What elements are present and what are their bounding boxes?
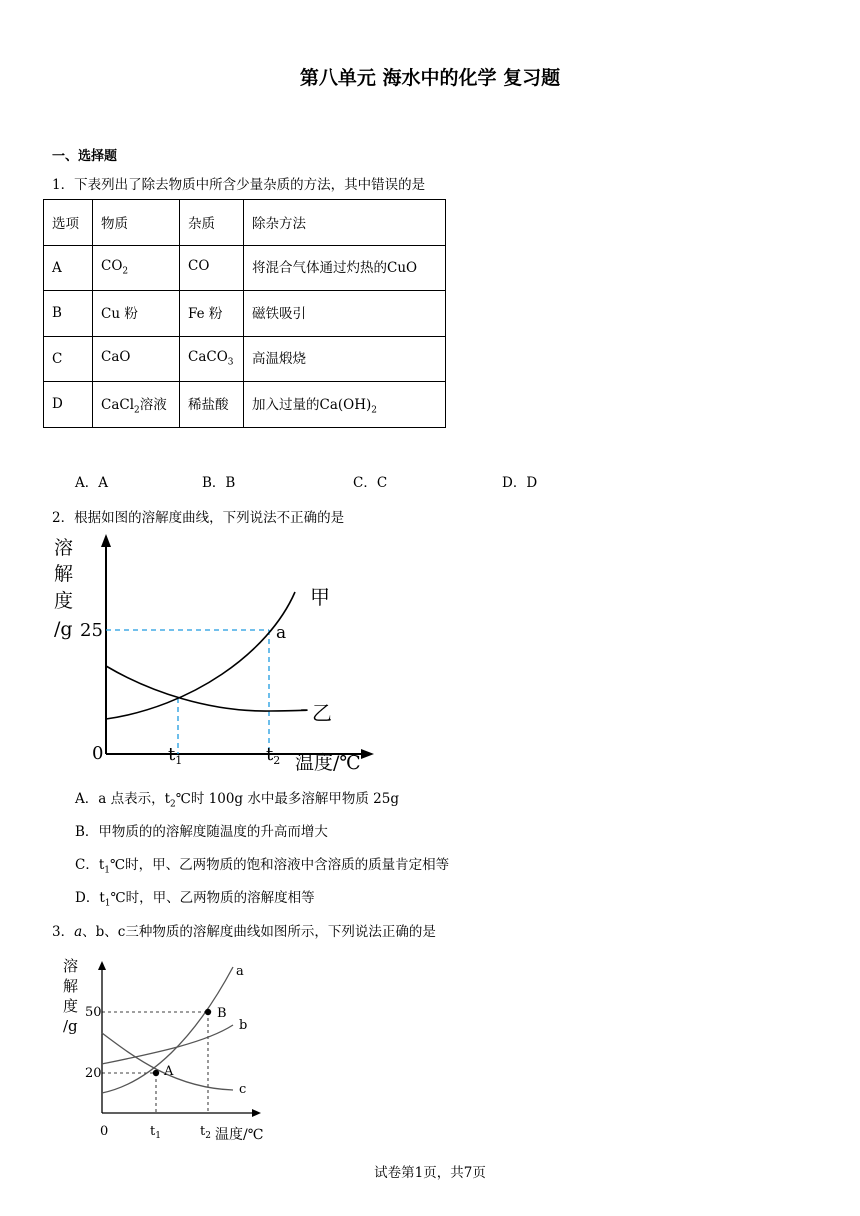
substance-cell: CaCl$_2$溶液 (93, 382, 180, 428)
q2-x-axis-label: 温度/℃ (295, 752, 361, 774)
ylabel-char: 解 (54, 563, 74, 585)
ylabel-char: 解 (63, 977, 79, 995)
header-cell: 物质 (93, 200, 180, 246)
ylabel-char: /g (63, 1017, 78, 1035)
q2-y-arrow (101, 534, 111, 547)
table-row (44, 245, 446, 291)
impurity-cell: Fe 粉 (180, 291, 244, 337)
q3-point-b-marker (205, 1009, 211, 1015)
q2-label-yi: 乙 (312, 701, 332, 725)
q3-origin: 0 (100, 1124, 109, 1139)
q3-y-axis-label (63, 957, 78, 1035)
q3-point-a: A (164, 1064, 174, 1079)
table-row (44, 382, 446, 428)
substance-cell: CaO (93, 336, 180, 382)
option-cell: A (44, 245, 93, 291)
q2-curve-jia (106, 592, 295, 719)
header-cell: 除杂方法 (244, 200, 446, 246)
q1-choice-b[interactable]: B．B (202, 475, 236, 491)
q2-option-b[interactable]: B．甲物质的的溶解度随温度的升高而增大 (75, 824, 328, 840)
q3-y-tick-20: 20 (85, 1066, 102, 1081)
ylabel-char: 度 (63, 997, 79, 1015)
method-cell: 高温煅烧 (244, 336, 446, 382)
q2-t1: $t_1$ (168, 744, 183, 767)
header-cell: 杂质 (180, 200, 244, 246)
q2-stem: 2．根据如图的溶解度曲线，下列说法不正确的是 (52, 510, 345, 526)
q2-label-jia: 甲 (310, 585, 330, 609)
q3-curve-b (102, 1025, 233, 1064)
q3-curve-c (102, 1033, 233, 1090)
q1-table (43, 199, 446, 428)
impurity-cell: 稀盐酸 (180, 382, 244, 428)
q2-option-c[interactable]: C．$t_1℃$时，甲、乙两物质的饱和溶液中含溶质的质量肯定相等 (75, 857, 450, 876)
q3-solubility-graph (55, 953, 280, 1145)
table-row (44, 291, 446, 337)
q2-option-a[interactable]: A．a 点表示，$t_2℃$时 100g 水中最多溶解甲物质 25g (75, 791, 399, 810)
q3-t1: $t_1$ (150, 1124, 161, 1141)
page-title: 第八单元 海水中的化学 复习题 (299, 67, 561, 89)
ylabel-char: 溶 (54, 537, 74, 559)
q2-x-arrow (361, 749, 374, 759)
header-cell: 选项 (44, 200, 93, 246)
option-cell: B (44, 291, 93, 337)
q2-origin: 0 (92, 743, 104, 764)
table-row (44, 336, 446, 382)
q2-point-a: a (276, 623, 287, 643)
substance-cell: Cu 粉 (93, 291, 180, 337)
q3-x-axis-label: 温度/℃ (215, 1127, 264, 1143)
q2-solubility-graph (40, 532, 380, 777)
option-cell: C (44, 336, 93, 382)
ylabel-char: /g (54, 618, 73, 640)
method-cell: 加入过量的$Ca(OH)_2$ (244, 382, 446, 428)
q3-t2: $t_2$ (200, 1124, 211, 1141)
page-footer: 试卷第1页，共7页 (374, 1165, 486, 1181)
q3-curve-b-label: b (239, 1018, 248, 1033)
q3-curve-c-label: c (239, 1082, 247, 1097)
substance-cell: $CO_2$ (93, 245, 180, 291)
q3-x-arrow (252, 1109, 261, 1117)
q1-choice-c[interactable]: C．C (353, 475, 388, 491)
q3-stem: 3．a、b、c三种物质的溶解度曲线如图所示，下列说法正确的是 (52, 924, 436, 940)
method-cell: 将混合气体通过灼热的CuO (244, 245, 446, 291)
q1-choice-a[interactable]: A．A (75, 475, 108, 491)
impurity-cell: CaCO$_3$ (180, 336, 244, 382)
q3-y-arrow (98, 961, 106, 970)
ylabel-char: 度 (54, 590, 74, 612)
table-header-row (44, 200, 446, 246)
q3-y-tick-50: 50 (85, 1005, 102, 1020)
q1-choice-d[interactable]: D．D (502, 475, 538, 491)
q1-stem: 1．下表列出了除去物质中所含少量杂质的方法，其中错误的是 (52, 177, 426, 193)
section-heading: 一、选择题 (52, 149, 118, 164)
q3-curve-a-label: a (236, 964, 244, 979)
q2-y-tick-25: 25 (80, 620, 103, 641)
q2-y-axis-label (54, 537, 73, 640)
q2-t2: $t_2$ (266, 744, 281, 767)
q2-option-d[interactable]: D．$t_1℃$时，甲、乙两物质的溶解度相等 (75, 890, 315, 909)
method-cell: 磁铁吸引 (244, 291, 446, 337)
q2-curve-yi (106, 666, 307, 711)
q3-point-a-marker (153, 1070, 159, 1076)
ylabel-char: 溶 (63, 957, 79, 975)
option-cell: D (44, 382, 93, 428)
impurity-cell: CO (180, 245, 244, 291)
q3-point-b: B (217, 1006, 227, 1021)
